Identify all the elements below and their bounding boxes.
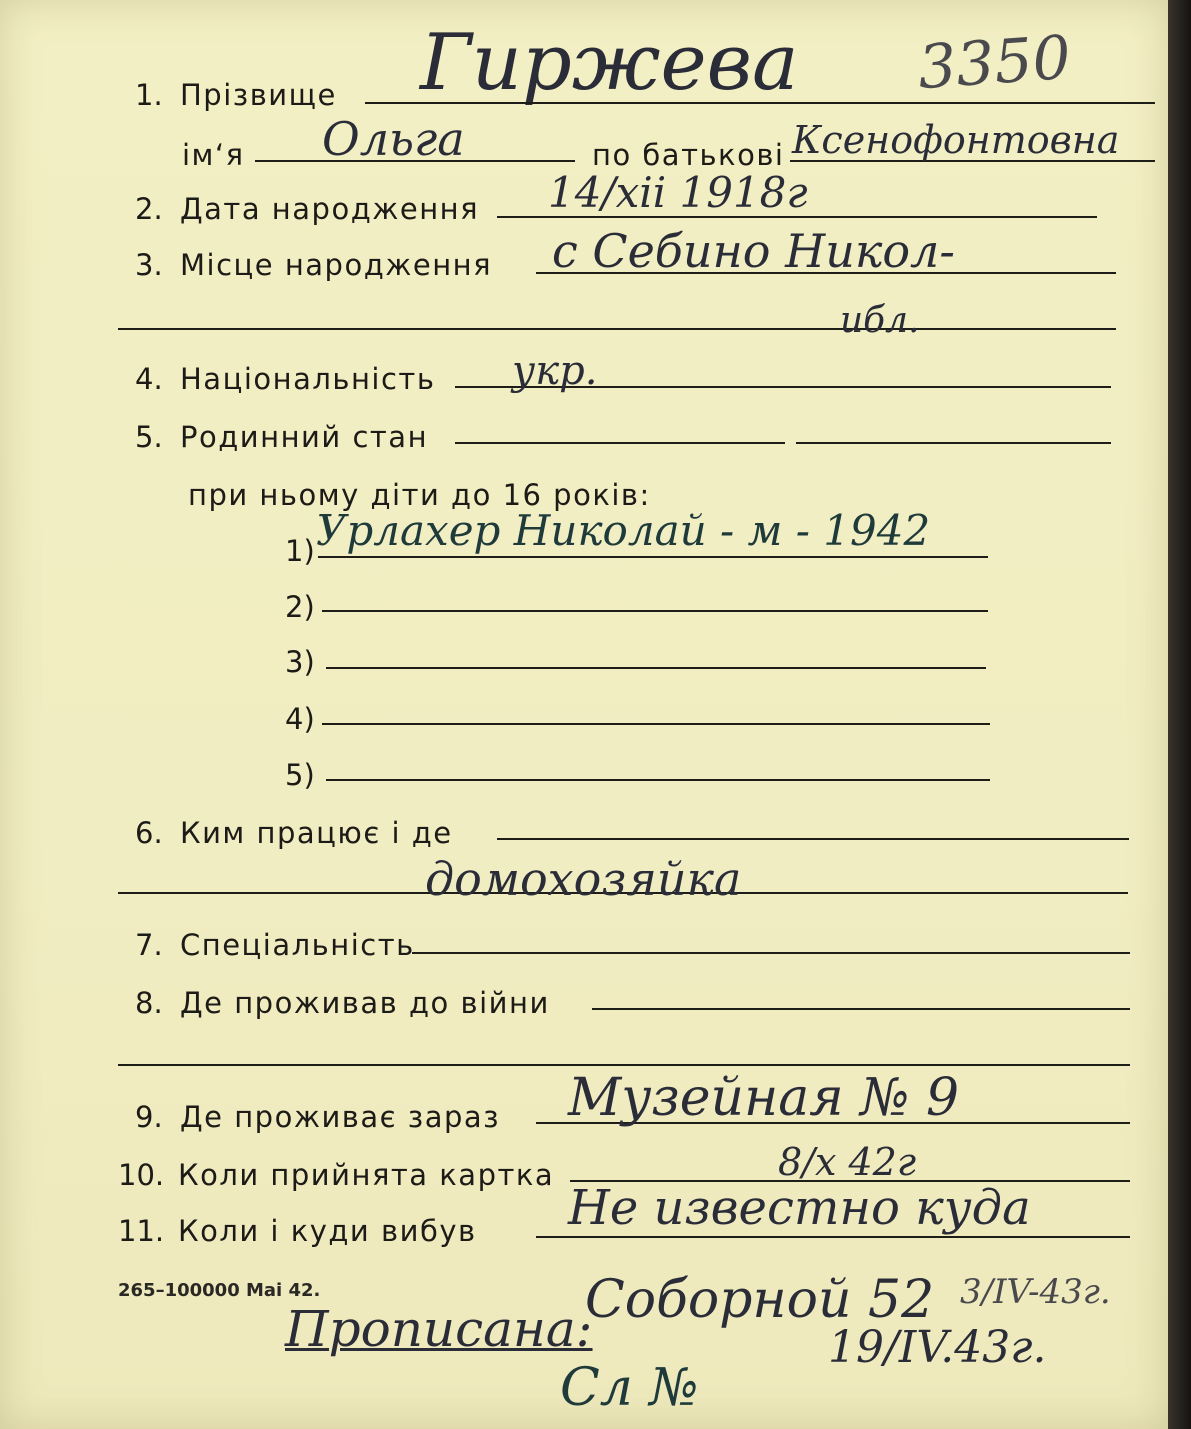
- registered-date-1: 3/IV-43г.: [960, 1272, 1111, 1312]
- field-9-number: 9.: [135, 1100, 163, 1134]
- card-accepted-label: Коли прийнята картка: [178, 1158, 555, 1192]
- card-number: 3350: [915, 22, 1073, 104]
- surname-entry: Гиржева: [420, 18, 799, 108]
- nationality-label: Національність: [180, 362, 436, 396]
- registered-address: Соборной 52: [585, 1270, 935, 1330]
- signature: Сл №: [560, 1358, 699, 1418]
- occupation-line-1: [497, 838, 1129, 840]
- field-11-number: 11.: [118, 1214, 165, 1248]
- specialty-label: Спеціальність: [180, 928, 415, 962]
- marital-status-line-b: [796, 442, 1111, 444]
- current-address-label: Де проживає зараз: [180, 1100, 501, 1134]
- child-4-line: [322, 723, 990, 725]
- field-7-number: 7.: [135, 928, 163, 962]
- departed-line: [536, 1236, 1130, 1238]
- birth-place-entry-1: с Себино Никол-: [552, 224, 955, 278]
- child-5-line: [326, 779, 990, 781]
- field-5-number: 5.: [135, 420, 163, 454]
- registered-date-2: 19/IV.43г.: [828, 1322, 1047, 1373]
- birth-place-entry-2: ибл.: [840, 300, 920, 341]
- occupation-entry: домохозяйка: [425, 852, 742, 906]
- specialty-line: [412, 952, 1130, 954]
- field-8-number: 8.: [135, 986, 163, 1020]
- field-6-number: 6.: [135, 816, 163, 850]
- field-10-number: 10.: [118, 1158, 165, 1192]
- child-1-number: 1): [285, 534, 315, 568]
- card-accepted-entry: 8/х 42г: [778, 1140, 917, 1184]
- children-label: при ньому діти до 16 років:: [188, 478, 651, 512]
- child-2-line: [322, 610, 988, 612]
- registered-label: Прописана:: [285, 1300, 593, 1358]
- child-4-number: 4): [285, 702, 315, 736]
- first-name-entry: Ольга: [322, 112, 465, 166]
- child-3-number: 3): [285, 645, 315, 679]
- occupation-label: Ким працює і де: [180, 816, 453, 850]
- field-4-number: 4.: [135, 362, 163, 396]
- first-name-label: ім‘я: [182, 138, 245, 172]
- marital-status-line-a: [455, 442, 785, 444]
- child-1-line: [318, 556, 988, 558]
- prewar-address-line-2: [118, 1064, 1130, 1066]
- nationality-entry: укр.: [512, 348, 598, 394]
- departed-entry: Не известно куда: [568, 1180, 1031, 1236]
- field-2-number: 2.: [135, 192, 163, 226]
- surname-label: Прізвище: [180, 78, 337, 112]
- prewar-address-line-1: [592, 1008, 1130, 1010]
- birth-place-line-2: [118, 328, 1116, 330]
- child-3-line: [326, 667, 986, 669]
- birth-place-label: Місце народження: [180, 248, 493, 282]
- child-2-number: 2): [285, 590, 315, 624]
- patronymic-entry: Ксенофонтовна: [792, 118, 1120, 162]
- departed-label: Коли і куди вибув: [178, 1214, 477, 1248]
- prewar-address-label: Де проживав до війни: [180, 986, 550, 1020]
- child-1-entry: Урлахер Николай - м - 1942: [316, 506, 931, 555]
- surname-line: [365, 102, 1155, 104]
- birth-date-entry: 14/xii 1918г: [548, 168, 808, 217]
- marital-status-label: Родинний стан: [180, 420, 429, 454]
- current-address-entry: Музейная № 9: [568, 1068, 960, 1128]
- birth-date-label: Дата народження: [180, 192, 480, 226]
- field-1-number: 1.: [135, 78, 163, 112]
- child-5-number: 5): [285, 758, 315, 792]
- field-3-number: 3.: [135, 248, 163, 282]
- patronymic-label: по батькові: [592, 138, 785, 172]
- page-edge: [1168, 0, 1191, 1429]
- print-code: 265–100000 Mai 42.: [118, 1280, 321, 1301]
